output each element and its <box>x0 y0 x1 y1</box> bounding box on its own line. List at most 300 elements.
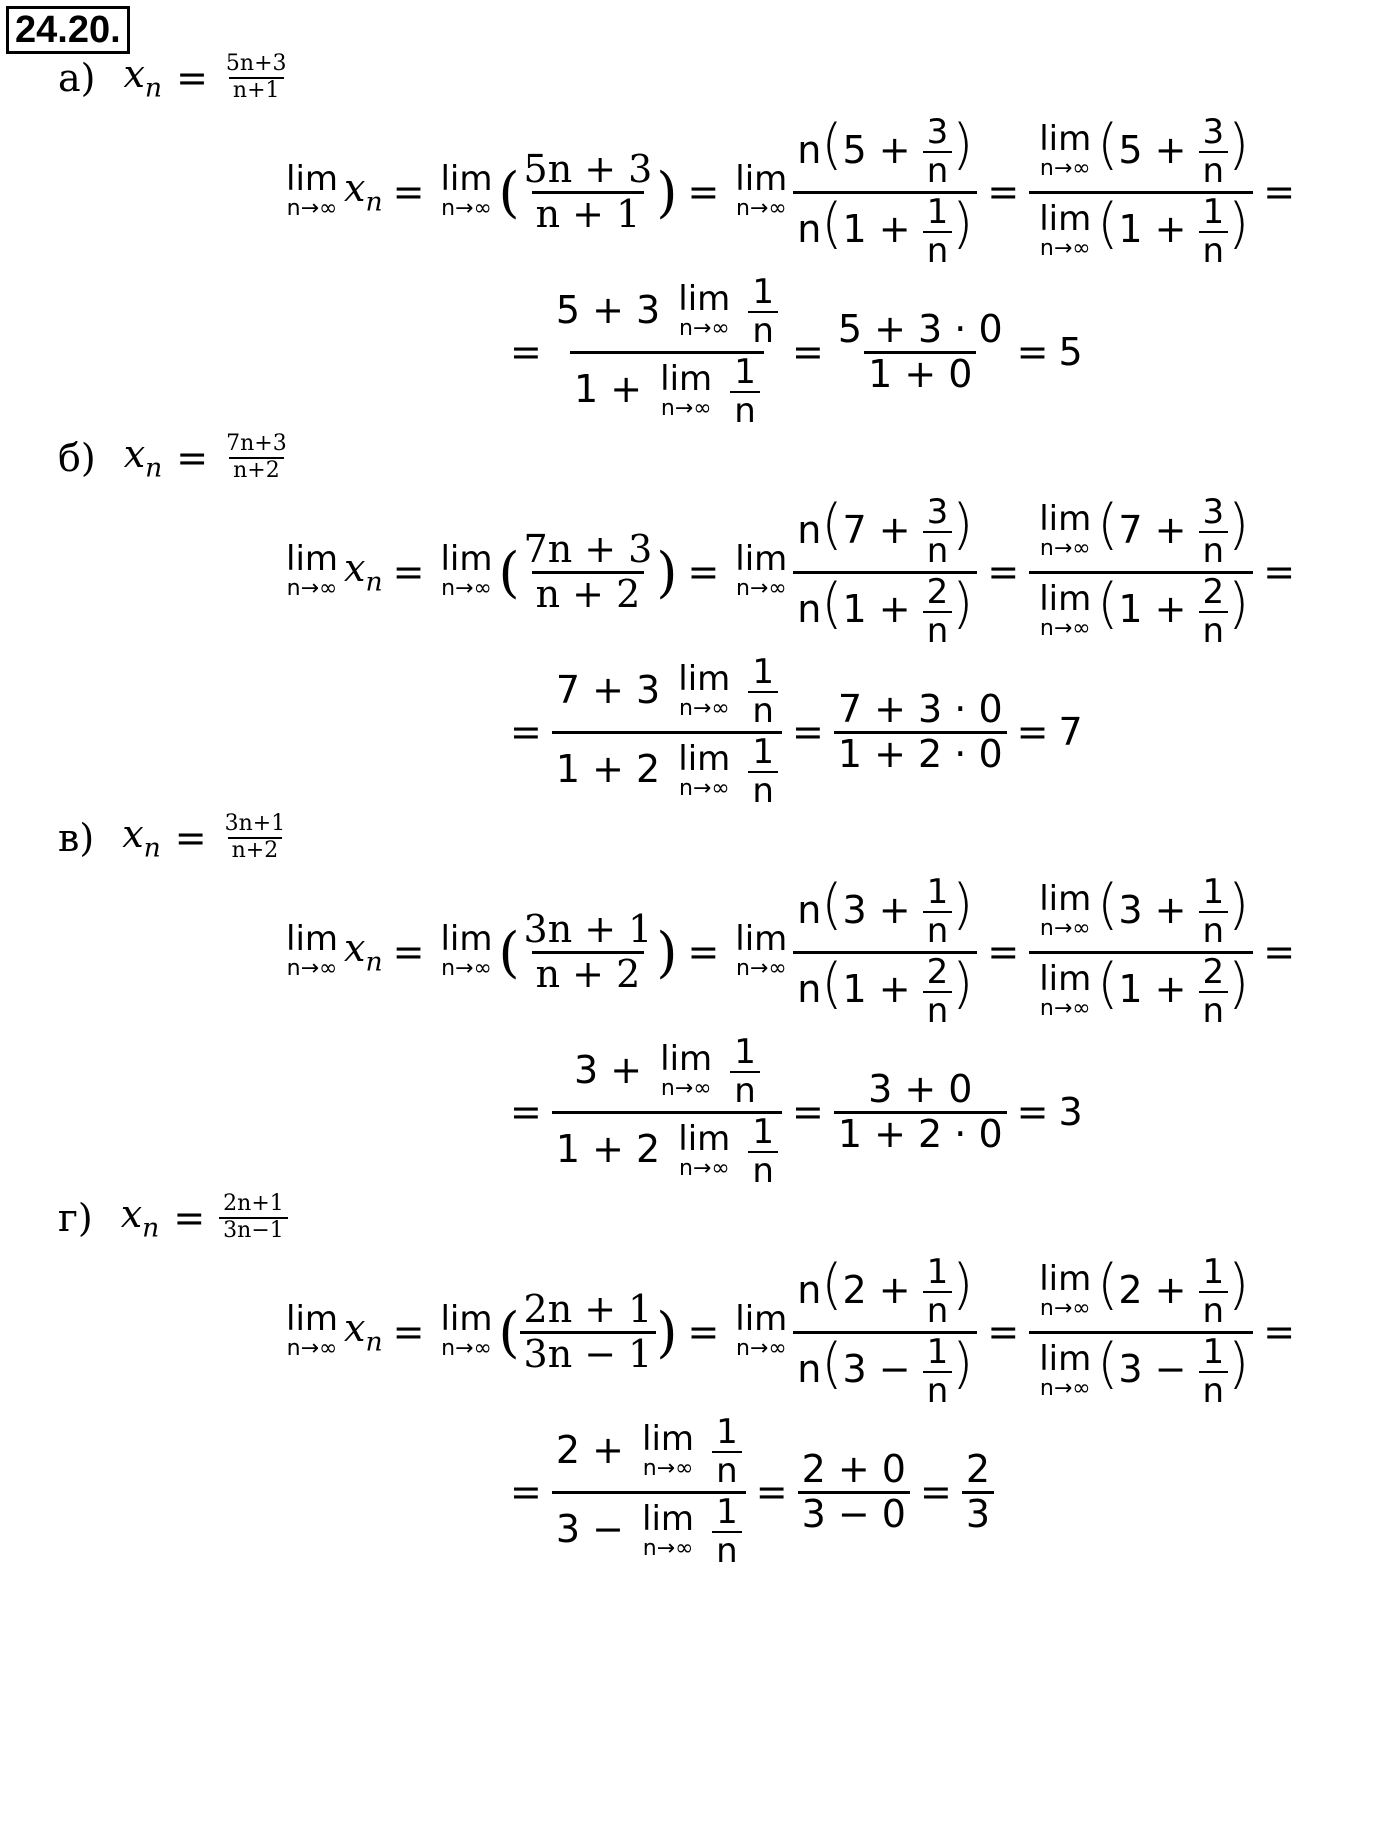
inner-fraction <box>748 731 778 811</box>
expr-text <box>736 288 748 332</box>
inner-fraction <box>923 191 953 271</box>
inner-fraction-denominator: n <box>1199 911 1229 950</box>
sequence-index: n <box>142 1212 160 1244</box>
limit-subscript: n→∞ <box>1039 1375 1091 1401</box>
factored-fraction <box>793 111 977 271</box>
inner-fraction <box>1199 491 1229 572</box>
inner-fraction <box>1199 191 1229 271</box>
parenthesis: ) <box>952 872 974 936</box>
inner-fraction-denominator: n <box>1199 1371 1229 1410</box>
inner-fraction <box>730 1031 760 1112</box>
inner-fraction-denominator: n <box>1199 611 1229 650</box>
limit-step-fraction <box>552 1411 746 1571</box>
limit-word: lim <box>1039 1258 1092 1299</box>
inner-fraction-numerator: 1 <box>1202 191 1225 232</box>
parenthesis: ( <box>821 1332 843 1396</box>
limit-word: lim <box>1039 578 1092 619</box>
sequence-fraction <box>520 906 657 996</box>
parenthesis: ) <box>1228 1252 1250 1316</box>
factored-denominator <box>793 1331 977 1411</box>
parenthesis: ( <box>498 1300 520 1364</box>
parenthesis: ) <box>952 952 974 1016</box>
part-letter: г) <box>58 1195 93 1240</box>
parenthesis: ) <box>1228 952 1250 1016</box>
value-fraction-denominator: 1 + 0 <box>864 351 976 396</box>
limit-step-numerator <box>552 271 782 352</box>
limit-quotient-numerator <box>1029 111 1253 192</box>
equals-sign: = <box>987 1310 1020 1354</box>
limit-word: lim <box>1039 958 1092 999</box>
expr-text: 1 + <box>1118 967 1199 1012</box>
denominator-expr <box>555 1491 742 1571</box>
sequence-index: n <box>144 72 163 104</box>
limit-operator <box>678 278 731 342</box>
numerator-expr <box>555 271 778 352</box>
equals-sign: = <box>176 55 208 100</box>
part-header <box>58 1192 288 1243</box>
expr-text: n <box>797 1267 822 1312</box>
limit-word: lim <box>660 358 713 399</box>
expr-text: n <box>797 967 822 1012</box>
inner-fraction-denominator: n <box>712 1531 742 1570</box>
limit-row-2 <box>500 1031 1083 1191</box>
sequence-definition-denominator: 3n−1 <box>219 1217 288 1243</box>
limit-subscript: n→∞ <box>642 1535 694 1561</box>
limit-subscript: n→∞ <box>1039 155 1091 181</box>
sequence-fraction <box>520 146 657 236</box>
value-fraction-numerator: 2 + 0 <box>801 1446 906 1491</box>
limit-operator <box>678 658 731 722</box>
parenthesis: ( <box>498 160 520 224</box>
inner-fraction <box>1199 1331 1229 1411</box>
limit-row-1 <box>280 871 1305 1031</box>
limit-operator <box>1039 958 1092 1022</box>
parenthesis: ) <box>656 1300 678 1364</box>
limit-subscript: n→∞ <box>1039 535 1091 561</box>
limit-quotient-numerator <box>1029 1251 1253 1332</box>
inner-fraction-denominator: n <box>923 1371 953 1410</box>
expr-text: 3 − <box>1118 1347 1199 1392</box>
inner-fraction-numerator: 1 <box>1202 1331 1225 1372</box>
parenthesis: ) <box>656 540 678 604</box>
sequence-term: $x_n$ <box>120 1192 160 1244</box>
inner-fraction-denominator: n <box>748 691 778 730</box>
factored-numerator <box>793 1251 977 1332</box>
expr-text: 7 + <box>1118 507 1199 552</box>
parenthesis: ) <box>952 112 974 176</box>
limit-subscript: n→∞ <box>678 1155 730 1181</box>
limit-word: lim <box>642 1418 695 1459</box>
inner-fraction-denominator: n <box>923 1291 953 1330</box>
parenthesis: ( <box>821 872 843 936</box>
inner-fraction-numerator: 1 <box>926 191 949 232</box>
denominator-expr <box>1033 951 1250 1031</box>
limit-step-numerator <box>552 651 782 732</box>
expr-text: 2 + <box>842 1267 923 1312</box>
sequence-definition <box>221 812 290 862</box>
value-fraction-numerator: 5 + 3 · 0 <box>837 306 1003 351</box>
inner-fraction-denominator: n <box>923 151 953 190</box>
limit-step-denominator <box>552 1491 746 1571</box>
parenthesis: ( <box>1097 192 1119 256</box>
parenthesis: ) <box>952 1332 974 1396</box>
inner-fraction-numerator: 1 <box>752 271 775 312</box>
expr-text: 1 + <box>842 967 923 1012</box>
factored-fraction <box>793 491 977 651</box>
denominator-expr <box>797 951 974 1031</box>
denominator-expr <box>555 1111 778 1191</box>
limit-operator <box>1039 498 1092 562</box>
sequence-definition <box>222 52 291 102</box>
numerator-expr <box>797 491 974 572</box>
parenthesis: ) <box>1228 192 1250 256</box>
parenthesis: ( <box>1097 112 1119 176</box>
denominator-expr <box>797 1331 974 1411</box>
numerator-expr <box>1033 491 1250 572</box>
expr-text: n <box>797 507 822 552</box>
sequence-fraction-numerator: 2n + 1 <box>523 1286 653 1331</box>
limit-quotient-numerator <box>1029 871 1253 952</box>
equals-sign: = <box>510 1470 542 1514</box>
limit-operator <box>1039 1258 1092 1322</box>
limit-operator <box>286 538 339 602</box>
limit-operator <box>642 1498 695 1562</box>
limit-operator <box>1039 1338 1092 1402</box>
value-fraction-numerator: 7 + 3 · 0 <box>837 686 1003 731</box>
expr-text <box>718 1048 730 1092</box>
numerator-expr <box>555 1411 742 1492</box>
inner-fraction <box>923 491 953 572</box>
denominator-expr <box>573 351 760 431</box>
part-letter: в) <box>58 815 95 860</box>
limit-row-1 <box>280 111 1305 271</box>
limit-operator <box>286 1298 339 1362</box>
equals-sign: = <box>392 550 425 594</box>
limit-operator <box>678 1118 731 1182</box>
expr-text: 5 + <box>1118 127 1199 172</box>
equals-sign: = <box>510 1090 542 1134</box>
numerator-expr <box>797 871 974 952</box>
sequence-definition-numerator: 5n+3 <box>225 51 287 77</box>
parenthesis: ) <box>1228 492 1250 556</box>
limit-subscript: n→∞ <box>286 1335 338 1361</box>
denominator-expr <box>1033 571 1250 651</box>
value-fraction <box>834 1066 1007 1156</box>
limit-subscript: n→∞ <box>642 1455 694 1481</box>
limit-operator <box>678 738 731 802</box>
limit-result: 3 <box>1058 1090 1083 1134</box>
inner-fraction-denominator: n <box>748 771 778 810</box>
limit-subscript: n→∞ <box>660 395 712 421</box>
inner-fraction-denominator: n <box>1199 151 1229 190</box>
expr-text: n <box>797 1347 822 1392</box>
numerator-expr <box>1033 111 1250 192</box>
inner-fraction-numerator: 2 <box>1202 951 1225 992</box>
limit-quotient-denominator <box>1029 571 1253 651</box>
equals-sign: = <box>755 1470 788 1514</box>
limit-quotient-denominator <box>1029 951 1253 1031</box>
parenthesis: ) <box>952 192 974 256</box>
limit-operator <box>286 158 339 222</box>
factored-denominator <box>793 571 977 651</box>
inner-fraction <box>923 1331 953 1411</box>
inner-fraction-denominator: n <box>712 1451 742 1490</box>
expr-text: 1 + <box>842 207 923 252</box>
expr-text <box>736 668 748 712</box>
limit-subscript: n→∞ <box>1039 1295 1091 1321</box>
expr-text: 3 + <box>842 887 923 932</box>
expr-text <box>736 747 748 791</box>
equals-sign: = <box>174 815 207 860</box>
limit-operator <box>735 918 788 982</box>
factored-fraction <box>793 871 977 1031</box>
sequence-term: $x_n$ <box>123 432 163 484</box>
factored-denominator <box>793 191 977 271</box>
limit-word: lim <box>735 1298 788 1339</box>
parenthesis: ) <box>1228 112 1250 176</box>
equals-sign: = <box>792 710 824 754</box>
sequence-definition-numerator: 3n+1 <box>224 811 286 837</box>
limit-result <box>962 1446 994 1536</box>
factored-numerator <box>793 491 977 572</box>
parenthesis: ) <box>1228 872 1250 936</box>
expr-text: 7 + 3 <box>555 667 673 712</box>
sequence-index: n <box>143 832 161 864</box>
inner-fraction <box>712 1411 742 1492</box>
parenthesis: ( <box>1097 1252 1119 1316</box>
limit-subscript: n→∞ <box>441 1335 492 1361</box>
equals-sign: = <box>792 330 824 374</box>
expr-text: 5 + <box>842 127 923 172</box>
limit-word: lim <box>642 1498 695 1539</box>
limit-step-fraction <box>552 1031 782 1191</box>
inner-fraction-numerator: 2 <box>1202 571 1225 612</box>
limit-operator <box>660 358 713 422</box>
equals-sign: = <box>1263 930 1296 974</box>
numerator-expr <box>573 1031 760 1112</box>
expr-text <box>700 1507 712 1551</box>
expr-text: 3 + <box>573 1047 655 1092</box>
limit-word: lim <box>286 158 339 199</box>
inner-fraction <box>730 351 760 431</box>
inner-fraction <box>1199 871 1229 952</box>
parenthesis: ) <box>952 572 974 636</box>
parenthesis: ( <box>821 112 843 176</box>
limit-word: lim <box>440 918 493 959</box>
equals-sign: = <box>1263 550 1296 594</box>
limit-operator <box>1039 118 1092 182</box>
limit-operator <box>660 1038 713 1102</box>
equals-sign: = <box>392 930 425 974</box>
sequence-definition-numerator: 7n+3 <box>226 431 287 457</box>
limit-subscript: n→∞ <box>735 195 787 221</box>
limit-quotient <box>1029 1251 1253 1411</box>
limit-result-numerator: 2 <box>965 1446 991 1491</box>
parenthesis: ( <box>821 1252 843 1316</box>
inner-fraction <box>923 871 953 952</box>
sequence-fraction-numerator: 5n + 3 <box>523 146 653 191</box>
limit-subscript: n→∞ <box>678 775 730 801</box>
value-fraction-numerator: 3 + 0 <box>868 1066 973 1111</box>
expr-text: n <box>797 587 822 632</box>
expr-text <box>700 1428 712 1472</box>
part-letter: а) <box>58 55 96 100</box>
inner-fraction-denominator: n <box>923 531 953 570</box>
limit-step-denominator <box>570 351 764 431</box>
limit-result: 7 <box>1058 710 1083 754</box>
inner-fraction-numerator: 1 <box>926 871 949 912</box>
limit-quotient-denominator <box>1029 191 1253 271</box>
expr-text: n <box>797 207 822 252</box>
sequence-fraction-denominator: 3n − 1 <box>520 1331 657 1376</box>
limit-operator <box>1039 878 1092 942</box>
limit-operator <box>735 158 788 222</box>
sequence-index: n <box>365 186 383 218</box>
expr-text: 7 + <box>842 507 923 552</box>
expr-text: 3 + <box>1118 887 1199 932</box>
limit-row-1 <box>280 1251 1305 1411</box>
sequence-term: $x_n$ <box>344 166 383 218</box>
inner-fraction-numerator: 3 <box>1202 111 1225 152</box>
expr-text <box>718 367 730 411</box>
equals-sign: = <box>1016 1090 1049 1134</box>
limit-quotient-denominator <box>1029 1331 1253 1411</box>
limit-step-denominator <box>552 1111 782 1191</box>
sequence-index: n <box>365 566 383 598</box>
limit-word: lim <box>678 658 731 699</box>
equals-sign: = <box>510 710 542 754</box>
denominator-expr <box>1033 1331 1250 1411</box>
limit-operator <box>440 538 493 602</box>
limit-row-1 <box>280 491 1305 651</box>
sequence-fraction-denominator: n + 2 <box>532 571 645 616</box>
limit-word: lim <box>678 1118 731 1159</box>
expr-text: 1 + 2 <box>555 1127 673 1172</box>
limit-quotient <box>1029 491 1253 651</box>
inner-fraction-numerator: 3 <box>926 491 949 532</box>
sequence-index: n <box>365 1326 383 1358</box>
limit-subscript: n→∞ <box>286 955 338 981</box>
inner-fraction-denominator: n <box>923 991 953 1030</box>
limit-operator <box>735 1298 788 1362</box>
inner-fraction <box>1199 1251 1229 1332</box>
inner-fraction <box>1199 951 1229 1031</box>
inner-fraction-denominator: n <box>923 911 953 950</box>
limit-word: lim <box>440 158 493 199</box>
equals-sign: = <box>173 1195 206 1240</box>
part-header <box>58 812 289 863</box>
parenthesis: ) <box>1228 572 1250 636</box>
value-fraction <box>834 686 1007 776</box>
sequence-term: $x_n$ <box>122 812 161 864</box>
limit-operator <box>735 538 788 602</box>
limit-word: lim <box>286 918 339 959</box>
limit-word: lim <box>1039 498 1092 539</box>
limit-operator <box>440 1298 493 1362</box>
problem-number: 24.20. <box>6 6 130 54</box>
parenthesis: ) <box>1228 1332 1250 1396</box>
factored-numerator <box>793 111 977 192</box>
inner-fraction-denominator: n <box>1199 531 1229 570</box>
expr-text: n <box>797 127 822 172</box>
sequence-term: $x_n$ <box>344 926 383 978</box>
limit-subscript: n→∞ <box>678 315 730 341</box>
sequence-definition-denominator: n+2 <box>229 457 284 483</box>
value-fraction-denominator: 1 + 2 · 0 <box>834 731 1007 776</box>
inner-fraction-denominator: n <box>730 391 760 430</box>
limit-word: lim <box>440 538 493 579</box>
inner-fraction-numerator: 2 <box>926 951 949 992</box>
parenthesis: ( <box>1097 1332 1119 1396</box>
parenthesis: ) <box>952 1252 974 1316</box>
part-header <box>58 52 291 103</box>
inner-fraction-numerator: 1 <box>752 651 775 692</box>
parenthesis: ( <box>821 192 843 256</box>
expr-text: 2 + <box>555 1427 637 1472</box>
sequence-definition <box>219 1192 288 1242</box>
numerator-expr <box>797 111 974 192</box>
inner-fraction <box>748 271 778 352</box>
limit-word: lim <box>678 738 731 779</box>
inner-fraction-numerator: 1 <box>1202 1251 1225 1292</box>
equals-sign: = <box>987 550 1020 594</box>
parenthesis: ( <box>821 492 843 556</box>
equals-sign: = <box>392 170 425 214</box>
sequence-definition-numerator: 2n+1 <box>223 1191 284 1217</box>
inner-fraction-numerator: 1 <box>752 1111 775 1152</box>
inner-fraction <box>923 111 953 192</box>
limit-word: lim <box>286 1298 339 1339</box>
inner-fraction-numerator: 1 <box>716 1411 738 1452</box>
denominator-expr <box>797 571 974 651</box>
limit-word: lim <box>1039 1338 1092 1379</box>
inner-fraction-denominator: n <box>923 231 953 270</box>
parenthesis: ) <box>656 160 678 224</box>
expr-text: 1 + <box>1118 587 1199 632</box>
expr-text: 1 + <box>1118 207 1199 252</box>
parenthesis: ( <box>498 540 520 604</box>
factored-denominator <box>793 951 977 1031</box>
limit-subscript: n→∞ <box>1039 615 1091 641</box>
equals-sign: = <box>987 930 1020 974</box>
sequence-fraction <box>520 1286 657 1376</box>
expr-text: 2 + <box>1118 1267 1199 1312</box>
denominator-expr <box>1033 191 1250 271</box>
limit-operator <box>1039 578 1092 642</box>
equals-sign: = <box>687 170 720 214</box>
equals-sign: = <box>687 930 720 974</box>
factored-fraction <box>793 1251 977 1411</box>
inner-fraction-numerator: 1 <box>1202 871 1225 912</box>
inner-fraction-denominator: n <box>748 1151 778 1190</box>
parenthesis: ( <box>821 952 843 1016</box>
sequence-fraction-numerator: 3n + 1 <box>523 906 653 951</box>
equals-sign: = <box>687 1310 720 1354</box>
expr-text: 1 + <box>842 587 923 632</box>
limit-word: lim <box>440 1298 493 1339</box>
limit-result: 5 <box>1058 330 1083 374</box>
equals-sign: = <box>1016 710 1049 754</box>
inner-fraction <box>923 571 953 651</box>
parenthesis: ( <box>498 920 520 984</box>
expr-text: 1 + <box>573 367 655 412</box>
inner-fraction-numerator: 1 <box>716 1491 738 1532</box>
limit-subscript: n→∞ <box>660 1075 712 1101</box>
sequence-term: $x_n$ <box>344 546 383 598</box>
sequence-definition-denominator: n+1 <box>229 77 284 103</box>
limit-step-fraction <box>552 651 782 811</box>
limit-word: lim <box>660 1038 713 1079</box>
